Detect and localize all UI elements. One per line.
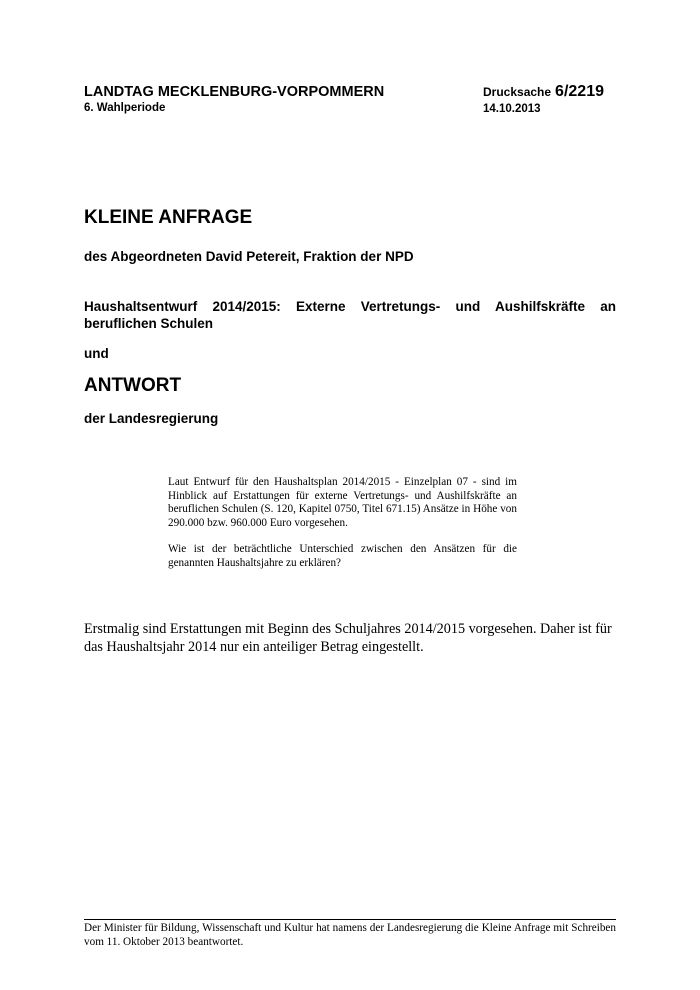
answer-paragraph: Erstmalig sind Erstattungen mit Beginn des Schuljahres 2014/2015 vorgesehen. Daher ist für das Haushaltsjahr 2014 nur ein anteiliger Betrag eingestellt. [84, 621, 612, 655]
printed-paper-number: 6/2219 [555, 83, 604, 100]
document-title: KLEINE ANFRAGE [84, 207, 253, 228]
document-header-left [84, 84, 384, 115]
question-text-block [168, 476, 517, 570]
legislative-period: 6. Wahlperiode [84, 102, 166, 114]
author-line: des Abgeordneten David Petereit, Fraktion der NPD [84, 249, 414, 264]
document-date: 14.10.2013 [483, 103, 541, 115]
inquiry-subject: Haushaltsentwurf 2014/2015: Externe Vertretungs- und Aushilfskräfte an beruflichen Schulen [84, 299, 616, 331]
question-paragraph: Wie ist der beträchtliche Unterschied zwischen den Ansätzen für die genannten Haushaltsjahre zu erklären? [168, 543, 517, 569]
footnote-divider [84, 919, 616, 920]
printed-paper-label: Drucksache [483, 85, 552, 99]
conjunction-label: und [84, 346, 109, 361]
printed-paper-reference [483, 82, 604, 102]
question-paragraph: Laut Entwurf für den Haushaltsplan 2014/2015 - Einzelplan 07 - sind im Hinblick auf Erstattungen für externe Vertretungs- und Aushilfskräfte an beruflichen Schulen (S. 120, Kapitel 0750, Titel 671.15) Ansätze in Höhe von 290.000 bzw. 960.000 Euro vorgesehen. [168, 476, 517, 529]
government-line: der Landesregierung [84, 411, 219, 426]
answer-title: ANTWORT [84, 375, 182, 396]
footnote-text: Der Minister für Bildung, Wissenschaft und Kultur hat namens der Landesregierung die Kleine Anfrage mit Schreiben vom 11. Oktober 2013 beantwortet. [84, 922, 616, 948]
parliament-name: LANDTAG MECKLENBURG-VORPOMMERN [84, 84, 385, 100]
document-header-right [483, 82, 604, 116]
